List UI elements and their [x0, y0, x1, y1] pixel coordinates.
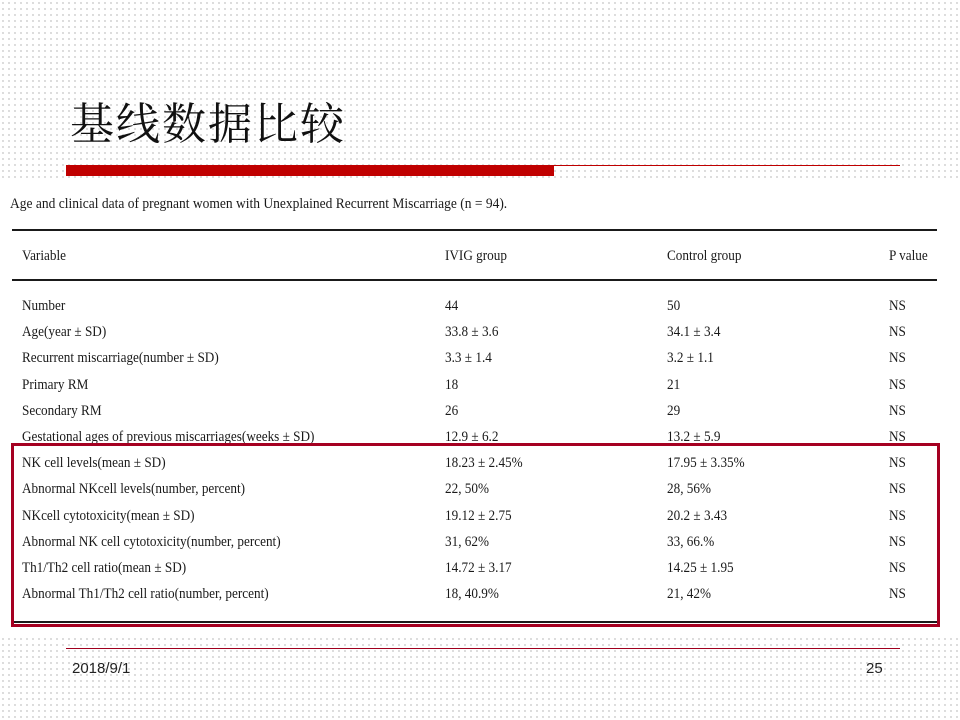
cell-variable: Primary RM	[22, 376, 89, 393]
cell-p-value: NS	[889, 481, 906, 498]
highlight-box	[11, 443, 940, 627]
cell-variable: Age(year ± SD)	[22, 324, 107, 341]
cell-p-value: NS	[889, 350, 906, 367]
cell-p-value: NS	[889, 560, 906, 576]
cell-variable: Secondary RM	[22, 402, 102, 419]
cell-control: 34.1 ± 3.4	[667, 324, 721, 341]
cell-control: 29	[667, 402, 681, 419]
cell-p-value: NS	[889, 533, 906, 550]
cell-p-value: NS	[889, 455, 906, 472]
table-caption: Age and clinical data of pregnant women with Unexplained Recurrent Miscarriage (n = 94).	[10, 196, 508, 212]
cell-variable: Abnormal NKcell levels(number, percent)	[22, 481, 246, 498]
cell-p-value: NS	[889, 298, 906, 314]
cell-ivig: 31, 62%	[445, 533, 489, 550]
cell-control: 50	[667, 298, 681, 314]
title-accent-bar	[66, 165, 554, 176]
cell-p-value: NS	[889, 429, 906, 445]
cell-variable: Recurrent miscarriage(number ± SD)	[22, 350, 219, 367]
cell-ivig: 14.72 ± 3.17	[445, 560, 512, 576]
cell-ivig: 18.23 ± 2.45%	[445, 455, 523, 472]
header-p-value: P value	[889, 248, 928, 264]
cell-ivig: 18	[445, 376, 459, 393]
cell-variable: Th1/Th2 cell ratio(mean ± SD)	[22, 560, 187, 576]
cell-control: 14.25 ± 1.95	[667, 560, 734, 576]
table-top-rule	[12, 229, 937, 231]
cell-control: 17.95 ± 3.35%	[667, 455, 745, 472]
cell-ivig: 19.12 ± 2.75	[445, 507, 512, 524]
header-control-group: Control group	[667, 248, 742, 264]
cell-control: 28, 56%	[667, 481, 711, 498]
header-ivig-group: IVIG group	[445, 248, 507, 264]
cell-p-value: NS	[889, 586, 906, 603]
cell-variable: Gestational ages of previous miscarriages(weeks ± SD)	[22, 429, 315, 445]
cell-control: 3.2 ± 1.1	[667, 350, 714, 367]
cell-variable: Abnormal Th1/Th2 cell ratio(number, percent)	[22, 586, 269, 603]
cell-ivig: 33.8 ± 3.6	[445, 324, 499, 341]
cell-control: 21	[667, 376, 681, 393]
cell-variable: Number	[22, 298, 66, 314]
cell-ivig: 12.9 ± 6.2	[445, 429, 499, 445]
cell-control: 13.2 ± 5.9	[667, 429, 721, 445]
cell-ivig: 3.3 ± 1.4	[445, 350, 492, 367]
cell-variable: NKcell cytotoxicity(mean ± SD)	[22, 507, 195, 524]
cell-control: 21, 42%	[667, 586, 711, 603]
cell-p-value: NS	[889, 402, 906, 419]
title-divider-line	[554, 165, 900, 166]
cell-control: 20.2 ± 3.43	[667, 507, 728, 524]
table-header-rule	[12, 279, 937, 281]
cell-variable: NK cell levels(mean ± SD)	[22, 455, 166, 472]
cell-ivig: 22, 50%	[445, 481, 489, 498]
header-variable: Variable	[22, 248, 66, 264]
cell-ivig: 44	[445, 298, 459, 314]
footer-divider-line	[66, 648, 900, 649]
slide-title: 基线数据比较	[70, 99, 346, 150]
cell-p-value: NS	[889, 507, 906, 524]
cell-ivig: 26	[445, 402, 459, 419]
cell-p-value: NS	[889, 324, 906, 341]
cell-p-value: NS	[889, 376, 906, 393]
footer-date: 2018/9/1	[72, 660, 131, 677]
cell-ivig: 18, 40.9%	[445, 586, 499, 603]
cell-variable: Abnormal NK cell cytotoxicity(number, percent)	[22, 533, 281, 550]
page-number: 25	[866, 660, 883, 677]
cell-control: 33, 66.%	[667, 533, 715, 550]
